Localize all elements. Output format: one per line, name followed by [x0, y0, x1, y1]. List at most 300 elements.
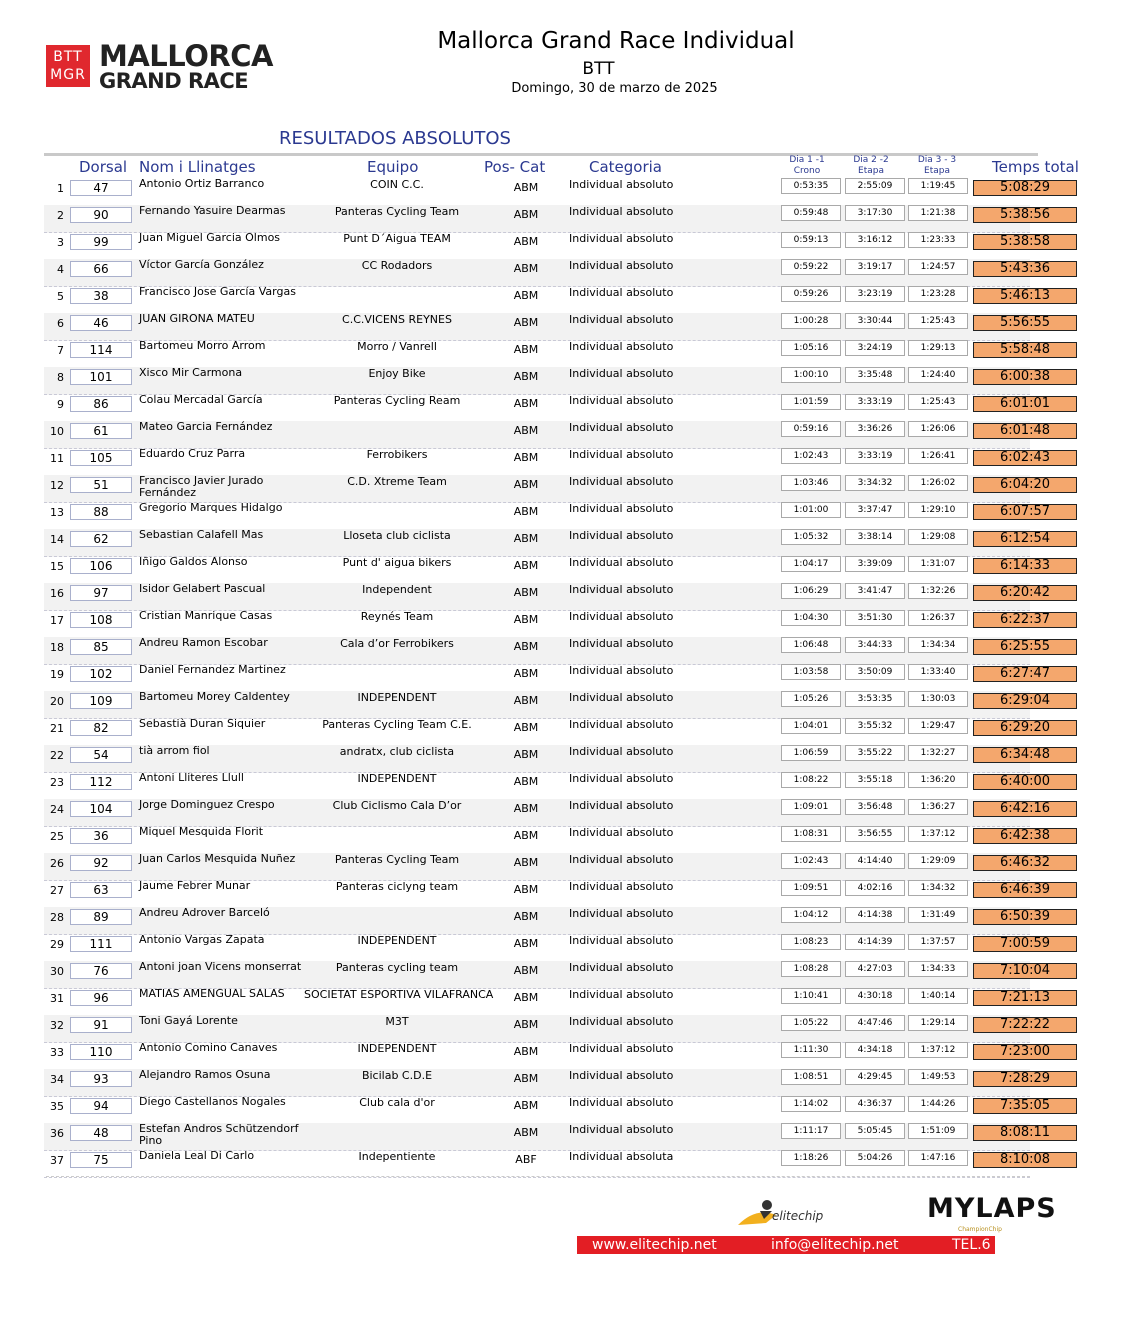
rider-name-cell: Iñigo Galdos Alonso: [139, 555, 248, 568]
rank-cell: 25: [50, 830, 64, 843]
category-cell: Individual absoluto: [569, 313, 674, 326]
stage1-time-cell: 1:09:01: [781, 799, 841, 815]
table-row: [44, 582, 1051, 611]
stage3-time-cell: 1:23:33: [908, 232, 968, 248]
category-cell: Individual absoluto: [569, 610, 674, 623]
rank-cell: 6: [57, 317, 64, 330]
category-cell: Individual absoluto: [569, 691, 674, 704]
table-row: [44, 771, 1051, 800]
website-link[interactable]: www.elitechip.net: [592, 1237, 717, 1253]
total-time-cell: 7:28:29: [973, 1071, 1077, 1087]
team-cell: Independent: [362, 583, 432, 596]
col-header-name: Nom i Llinatges: [139, 158, 256, 176]
stage3-time-cell: 1:30:03: [908, 691, 968, 707]
stage2-time-cell: 3:35:48: [845, 367, 905, 383]
rider-name-cell: Andreu Ramon Escobar: [139, 636, 268, 649]
stage1-time-cell: 1:05:32: [781, 529, 841, 545]
stage1-time-cell: 1:08:22: [781, 772, 841, 788]
bib-cell: 66: [70, 261, 132, 277]
stage2-time-cell: 4:36:37: [845, 1096, 905, 1112]
rider-name-cell: Antoni Lliteres Llull: [139, 771, 244, 784]
team-cell: CC Rodadors: [361, 259, 433, 272]
stage1-time-cell: 0:59:22: [781, 259, 841, 275]
stage2-time-cell: 5:04:26: [845, 1150, 905, 1166]
bib-cell: 82: [70, 720, 132, 736]
total-time-cell: 6:29:04: [973, 693, 1077, 709]
rank-cell: 12: [50, 479, 64, 492]
table-row: [44, 960, 1051, 989]
bib-cell: 94: [70, 1098, 132, 1114]
category-cell: Individual absoluto: [569, 178, 674, 191]
poscat-cell: ABM: [513, 451, 539, 464]
table-row: [44, 798, 1051, 827]
stage1-time-cell: 1:08:51: [781, 1069, 841, 1085]
team-cell: Ferrobikers: [366, 448, 428, 461]
rank-cell: 19: [50, 668, 64, 681]
rider-name-cell: Daniela Leal Di Carlo: [139, 1149, 255, 1162]
rider-name-cell: Juan Carlos Mesquida Nuñez: [139, 852, 296, 865]
table-row: [44, 663, 1051, 692]
stage3-time-cell: 1:21:38: [908, 205, 968, 221]
bib-cell: 105: [70, 450, 132, 466]
stage1-time-cell: 1:02:43: [781, 853, 841, 869]
table-row: [44, 609, 1051, 638]
table-row: [44, 339, 1051, 368]
rider-name-cell: Eduardo Cruz Parra: [139, 447, 246, 460]
poscat-cell: ABM: [513, 586, 539, 599]
rider-name-cell: Andreu Adrover Barceló: [139, 906, 270, 919]
stage3-time-cell: 1:26:06: [908, 421, 968, 437]
category-cell: Individual absoluto: [569, 1096, 674, 1109]
stage2-time-cell: 3:44:33: [845, 637, 905, 653]
total-time-cell: 6:20:42: [973, 585, 1077, 601]
stage2-time-cell: 3:55:18: [845, 772, 905, 788]
rank-cell: 36: [50, 1127, 64, 1140]
total-time-cell: 6:46:32: [973, 855, 1077, 871]
rider-name-cell: JUAN GIRONA MATEU: [139, 312, 255, 325]
poscat-cell: ABM: [513, 883, 539, 896]
rank-cell: 17: [50, 614, 64, 627]
table-row: [44, 528, 1051, 557]
team-cell: Punt d' aigua bikers: [342, 556, 452, 569]
bib-cell: 106: [70, 558, 132, 574]
table-row: [44, 285, 1051, 314]
rank-cell: 2: [57, 209, 64, 222]
stage2-time-cell: 3:55:22: [845, 745, 905, 761]
poscat-cell: ABM: [513, 721, 539, 734]
rank-cell: 21: [50, 722, 64, 735]
stage1-time-cell: 1:08:31: [781, 826, 841, 842]
rider-name-cell: Francisco Jose García Vargas: [139, 285, 296, 298]
stage2-time-cell: 3:34:32: [845, 475, 905, 491]
poscat-cell: ABF: [515, 1153, 537, 1166]
team-cell: M3T: [385, 1015, 409, 1028]
poscat-cell: ABM: [513, 748, 539, 761]
stage1-time-cell: 1:06:59: [781, 745, 841, 761]
rider-name-cell: tià arrom fiol: [139, 744, 210, 757]
rank-cell: 8: [57, 371, 64, 384]
stage2-time-cell: 3:55:32: [845, 718, 905, 734]
poscat-cell: ABM: [513, 289, 539, 302]
rank-cell: 24: [50, 803, 64, 816]
bib-cell: 47: [70, 180, 132, 196]
rider-name-cell: Bartomeu Morro Arrom: [139, 339, 266, 352]
stage2-time-cell: 4:14:39: [845, 934, 905, 950]
stage1-time-cell: 1:05:26: [781, 691, 841, 707]
team-cell: andratx, club ciclista: [339, 745, 455, 758]
category-cell: Individual absoluto: [569, 664, 674, 677]
poscat-cell: ABM: [513, 559, 539, 572]
rider-name-cell: Francisco Javier Jurado Fernández: [139, 474, 264, 499]
footer-rule: [46, 1176, 1030, 1177]
rank-cell: 31: [50, 992, 64, 1005]
elitechip-wordmark: elitechip: [772, 1209, 824, 1223]
stage1-time-cell: 1:05:16: [781, 340, 841, 356]
team-cell: SOCIETAT ESPORTIVA VILAFRANCA: [304, 988, 494, 1001]
stage1-time-cell: 1:04:30: [781, 610, 841, 626]
poscat-cell: ABM: [513, 613, 539, 626]
rider-name-cell: Juan Miguel Garcia Olmos: [139, 231, 281, 244]
rank-cell: 35: [50, 1100, 64, 1113]
bib-cell: 92: [70, 855, 132, 871]
team-cell: Bicilab C.D.E: [361, 1069, 433, 1082]
category-cell: Individual absoluto: [569, 529, 674, 542]
total-time-cell: 5:43:36: [973, 261, 1077, 277]
col-header-team: Equipo: [367, 158, 419, 176]
table-row: [44, 906, 1051, 935]
bib-cell: 104: [70, 801, 132, 817]
bib-cell: 97: [70, 585, 132, 601]
team-cell: Panteras cycling team: [335, 961, 459, 974]
bib-cell: 63: [70, 882, 132, 898]
category-cell: Individual absoluto: [569, 907, 674, 920]
total-time-cell: 7:21:13: [973, 990, 1077, 1006]
stage2-time-cell: 3:56:55: [845, 826, 905, 842]
table-row: [44, 366, 1051, 395]
email-link[interactable]: info@elitechip.net: [771, 1237, 899, 1253]
stage2-time-cell: 3:36:26: [845, 421, 905, 437]
team-cell: Reynés Team: [360, 610, 434, 623]
rank-cell: 37: [50, 1154, 64, 1167]
total-time-cell: 6:01:01: [973, 396, 1077, 412]
bib-cell: 46: [70, 315, 132, 331]
table-row: [44, 204, 1051, 233]
bib-cell: 93: [70, 1071, 132, 1087]
team-cell: INDEPENDENT: [357, 1042, 437, 1055]
bib-cell: 54: [70, 747, 132, 763]
rider-name-cell: Toni Gayá Lorente: [139, 1014, 238, 1027]
team-cell: INDEPENDENT: [357, 691, 437, 704]
rider-name-cell: Daniel Fernandez Martinez: [139, 663, 286, 676]
team-cell: C.C.VICENS REYNES: [342, 313, 452, 326]
rider-name-cell: Jaume Febrer Munar: [139, 879, 251, 892]
stage2-time-cell: 3:56:48: [845, 799, 905, 815]
rank-cell: 32: [50, 1019, 64, 1032]
stage2-time-cell: 3:50:09: [845, 664, 905, 680]
col-header-stage2: Dia 2 -2 Etapa: [853, 155, 889, 176]
stage3-time-cell: 1:29:10: [908, 502, 968, 518]
stage3-time-cell: 1:37:57: [908, 934, 968, 950]
rank-cell: 9: [57, 398, 64, 411]
category-cell: Individual absoluto: [569, 1069, 674, 1082]
team-cell: Panteras Cycling Team: [334, 205, 460, 218]
stage1-time-cell: 1:11:17: [781, 1123, 841, 1139]
table-row: [44, 555, 1051, 584]
bib-cell: 114: [70, 342, 132, 358]
rank-cell: 13: [50, 506, 64, 519]
bib-cell: 36: [70, 828, 132, 844]
poscat-cell: ABM: [513, 505, 539, 518]
table-row: [44, 393, 1051, 422]
stage2-time-cell: 3:24:19: [845, 340, 905, 356]
stage3-time-cell: 1:29:13: [908, 340, 968, 356]
table-row: [44, 1041, 1051, 1070]
stage3-time-cell: 1:23:28: [908, 286, 968, 302]
stage3-time-cell: 1:29:14: [908, 1015, 968, 1031]
poscat-cell: ABM: [513, 397, 539, 410]
bib-cell: 91: [70, 1017, 132, 1033]
stage1-time-cell: 1:04:01: [781, 718, 841, 734]
poscat-cell: ABM: [513, 478, 539, 491]
total-time-cell: 6:27:47: [973, 666, 1077, 682]
col-header-stage1: Dia 1 -1 Crono: [789, 155, 825, 176]
stage2-time-cell: 3:33:19: [845, 448, 905, 464]
stage1-time-cell: 1:10:41: [781, 988, 841, 1004]
rank-cell: 4: [57, 263, 64, 276]
poscat-cell: ABM: [513, 1045, 539, 1058]
total-time-cell: 6:00:38: [973, 369, 1077, 385]
stage2-time-cell: 3:38:14: [845, 529, 905, 545]
category-cell: Individual absoluto: [569, 745, 674, 758]
stage3-time-cell: 1:26:02: [908, 475, 968, 491]
table-row: [44, 852, 1051, 881]
table-row: [44, 447, 1051, 476]
category-cell: Individual absoluto: [569, 880, 674, 893]
category-cell: Individual absoluto: [569, 232, 674, 245]
poscat-cell: ABM: [513, 208, 539, 221]
stage3-time-cell: 1:25:43: [908, 313, 968, 329]
rank-cell: 28: [50, 911, 64, 924]
team-cell: Indepentiente: [358, 1150, 436, 1163]
rider-name-cell: Alejandro Ramos Osuna: [139, 1068, 271, 1081]
stage1-time-cell: 1:02:43: [781, 448, 841, 464]
stage2-time-cell: 3:23:19: [845, 286, 905, 302]
stage3-time-cell: 1:37:12: [908, 826, 968, 842]
team-cell: Club cala d'or: [359, 1096, 435, 1109]
page-title: Mallorca Grand Race Individual: [437, 28, 795, 54]
rider-name-cell: Miquel Mesquida Florit: [139, 825, 264, 838]
category-cell: Individual absoluto: [569, 988, 674, 1001]
poscat-cell: ABM: [513, 235, 539, 248]
category-cell: Individual absoluto: [569, 286, 674, 299]
section-title: RESULTADOS ABSOLUTOS: [279, 128, 511, 149]
poscat-cell: ABM: [513, 856, 539, 869]
category-cell: Individual absoluto: [569, 475, 674, 488]
col-header-stage3: Dia 3 - 3 Etapa: [917, 155, 957, 176]
stage3-time-cell: 1:36:20: [908, 772, 968, 788]
rider-name-cell: Cristian Manrique Casas: [139, 609, 273, 622]
stage2-time-cell: 2:55:09: [845, 178, 905, 194]
stage3-time-cell: 1:29:08: [908, 529, 968, 545]
poscat-cell: ABM: [513, 910, 539, 923]
total-time-cell: 6:42:16: [973, 801, 1077, 817]
table-row: [44, 744, 1051, 773]
poscat-cell: ABM: [513, 964, 539, 977]
team-cell: INDEPENDENT: [357, 934, 437, 947]
stage3-time-cell: 1:34:32: [908, 880, 968, 896]
category-cell: Individual absoluto: [569, 934, 674, 947]
rider-name-cell: Sebastià Duran Siquier: [139, 717, 266, 730]
category-cell: Individual absoluto: [569, 205, 674, 218]
category-cell: Individual absoluto: [569, 1015, 674, 1028]
category-cell: Individual absoluto: [569, 340, 674, 353]
total-time-cell: 5:08:29: [973, 180, 1077, 196]
rider-name-cell: Antonio Comino Canaves: [139, 1041, 278, 1054]
table-row: [44, 987, 1051, 1016]
table-row: [44, 420, 1051, 449]
category-cell: Individual absoluto: [569, 556, 674, 569]
rider-name-cell: Isidor Gelabert Pascual: [139, 582, 266, 595]
stage1-time-cell: 1:01:59: [781, 394, 841, 410]
rider-name-cell: MATIAS AMENGUAL SALAS: [139, 987, 285, 1000]
event-date: Domingo, 30 de marzo de 2025: [511, 81, 718, 96]
table-row: [44, 231, 1051, 260]
stage3-time-cell: 1:29:09: [908, 853, 968, 869]
total-time-cell: 5:46:13: [973, 288, 1077, 304]
category-cell: Individual absoluto: [569, 718, 674, 731]
stage2-time-cell: 3:33:19: [845, 394, 905, 410]
stage1-time-cell: 0:59:26: [781, 286, 841, 302]
poscat-cell: ABM: [513, 424, 539, 437]
stage3-time-cell: 1:40:14: [908, 988, 968, 1004]
stage2-time-cell: 4:30:18: [845, 988, 905, 1004]
stage2-time-cell: 3:17:30: [845, 205, 905, 221]
team-cell: Lloseta club ciclista: [343, 529, 451, 542]
rider-name-cell: Xisco Mir Carmona: [139, 366, 243, 379]
bib-cell: 51: [70, 477, 132, 493]
team-cell: COIN C.C.: [370, 178, 424, 191]
category-cell: Individual absoluto: [569, 772, 674, 785]
rank-cell: 30: [50, 965, 64, 978]
stage3-time-cell: 1:49:53: [908, 1069, 968, 1085]
poscat-cell: ABM: [513, 775, 539, 788]
table-row: [44, 177, 1051, 206]
category-cell: Individual absoluto: [569, 961, 674, 974]
stage1-time-cell: 1:08:28: [781, 961, 841, 977]
mylaps-logo: MYLAPS: [927, 1193, 1057, 1224]
stage3-time-cell: 1:32:26: [908, 583, 968, 599]
col-header-category: Categoria: [589, 158, 663, 176]
stage1-time-cell: 0:59:16: [781, 421, 841, 437]
rank-cell: 10: [50, 425, 64, 438]
total-time-cell: 6:04:20: [973, 477, 1077, 493]
table-row: [44, 312, 1051, 341]
rider-name-cell: Gregorio Marques Hidalgo: [139, 501, 283, 514]
rank-cell: 26: [50, 857, 64, 870]
table-row: [44, 1068, 1051, 1097]
table-row: [44, 1149, 1051, 1178]
bib-cell: 110: [70, 1044, 132, 1060]
rank-cell: 1: [57, 182, 64, 195]
total-time-cell: 5:38:56: [973, 207, 1077, 223]
phone-text: TEL.6: [952, 1237, 991, 1253]
total-time-cell: 6:46:39: [973, 882, 1077, 898]
bib-cell: 111: [70, 936, 132, 952]
table-row: [44, 636, 1051, 665]
bib-cell: 101: [70, 369, 132, 385]
bib-cell: 108: [70, 612, 132, 628]
table-row: [44, 879, 1051, 908]
stage3-time-cell: 1:44:26: [908, 1096, 968, 1112]
rider-name-cell: Antonio Vargas Zapata: [139, 933, 265, 946]
table-row: [44, 690, 1051, 719]
stage1-time-cell: 1:04:17: [781, 556, 841, 572]
bib-cell: 62: [70, 531, 132, 547]
category-cell: Individual absoluta: [569, 1150, 674, 1163]
stage3-time-cell: 1:33:40: [908, 664, 968, 680]
poscat-cell: ABM: [513, 640, 539, 653]
poscat-cell: ABM: [513, 343, 539, 356]
stage3-time-cell: 1:37:12: [908, 1042, 968, 1058]
bib-cell: 86: [70, 396, 132, 412]
rank-cell: 18: [50, 641, 64, 654]
stage1-time-cell: 0:59:48: [781, 205, 841, 221]
rider-name-cell: Colau Mercadal García: [139, 393, 263, 406]
stage1-time-cell: 1:01:00: [781, 502, 841, 518]
team-cell: Cala d’or Ferrobikers: [340, 637, 454, 650]
stage2-time-cell: 3:16:12: [845, 232, 905, 248]
table-row: [44, 1122, 1051, 1151]
total-time-cell: 7:23:00: [973, 1044, 1077, 1060]
total-time-cell: 6:14:33: [973, 558, 1077, 574]
rank-cell: 5: [57, 290, 64, 303]
category-cell: Individual absoluto: [569, 367, 674, 380]
total-time-cell: 6:40:00: [973, 774, 1077, 790]
category-cell: Individual absoluto: [569, 394, 674, 407]
rider-name-cell: Bartomeu Morey Caldentey: [139, 690, 290, 703]
poscat-cell: ABM: [513, 532, 539, 545]
stage2-time-cell: 5:05:45: [845, 1123, 905, 1139]
rider-name-cell: Estefan Andros Schützendorf Pino: [139, 1122, 299, 1147]
stage3-time-cell: 1:26:37: [908, 610, 968, 626]
stage1-time-cell: 1:18:26: [781, 1150, 841, 1166]
team-cell: Panteras Cycling Team C.E.: [322, 718, 472, 731]
bib-cell: 109: [70, 693, 132, 709]
bib-cell: 90: [70, 207, 132, 223]
stage1-time-cell: 1:00:10: [781, 367, 841, 383]
rank-cell: 15: [50, 560, 64, 573]
total-time-cell: 6:25:55: [973, 639, 1077, 655]
bib-cell: 99: [70, 234, 132, 250]
poscat-cell: ABM: [513, 181, 539, 194]
stage3-time-cell: 1:47:16: [908, 1150, 968, 1166]
team-cell: Enjoy Bike: [368, 367, 426, 380]
total-time-cell: 6:01:48: [973, 423, 1077, 439]
category-cell: Individual absoluto: [569, 421, 674, 434]
total-time-cell: 8:10:08: [973, 1152, 1077, 1168]
total-time-cell: 6:02:43: [973, 450, 1077, 466]
poscat-cell: ABM: [513, 1099, 539, 1112]
stage1-time-cell: 1:09:51: [781, 880, 841, 896]
team-cell: C.D. Xtreme Team: [347, 475, 447, 488]
bib-cell: 48: [70, 1125, 132, 1141]
poscat-cell: ABM: [513, 694, 539, 707]
table-row: [44, 1095, 1051, 1124]
stage3-time-cell: 1:51:09: [908, 1123, 968, 1139]
bib-cell: 112: [70, 774, 132, 790]
poscat-cell: ABM: [513, 262, 539, 275]
rank-cell: 34: [50, 1073, 64, 1086]
